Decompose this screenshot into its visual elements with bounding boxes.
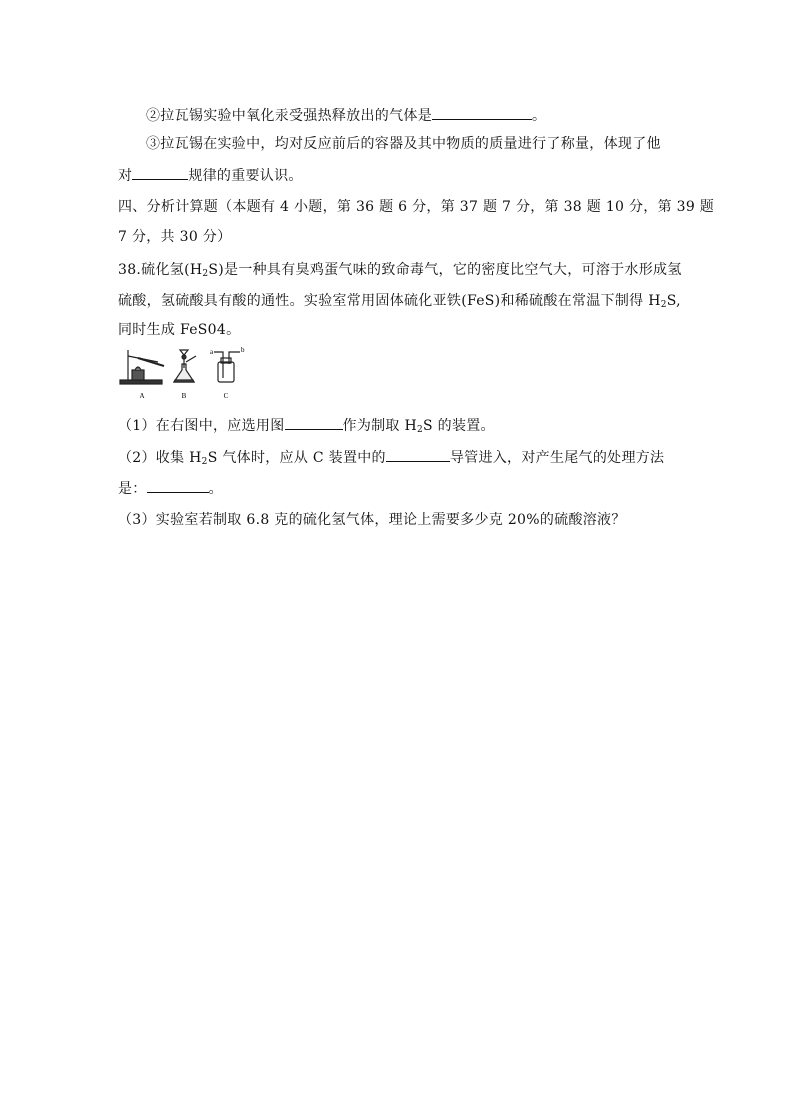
question-3-line1: ③拉瓦锡在实验中，均对反应前后的容器及其中物质的质量进行了称量，体现了他 [146,136,661,152]
q38-part2: （2）收集 $H_2S$ 气体时，应从 C 装置中的 导管进入，对产生尾气的处理方法 [118,447,664,467]
label-c: C [223,392,229,400]
question-3-line2: 对 规律的重要认识。 [118,165,303,185]
q38-line3: 同时生成 FeS04。 [118,322,241,338]
answer-blank-part2-tube[interactable] [386,447,450,462]
answer-blank-q3[interactable] [132,165,188,180]
section-4-heading-line2: 7 分，共 30 分） [118,229,232,245]
tube-label-a: a [210,348,214,356]
apparatus-c [214,352,240,382]
label-b: B [181,392,187,400]
section-4-heading: 四、分析计算题（本题有 4 小题，第 36 题 6 分，第 37 题 7 分，第 38 题 10 分，第 39 题 [118,199,715,215]
question-2: ②拉瓦锡实验中氧化汞受强热释放出的气体是 。 [146,105,546,125]
apparatus-b [174,350,196,382]
q38-part2-line2: 是： 。 [118,478,223,498]
answer-blank-part2-method[interactable] [147,478,209,493]
q38-part3: （3）实验室若制取 6.8 克的硫化氢气体，理论上需要多少克 20%的硫酸溶液？ [118,512,626,528]
q2-text: ②拉瓦锡实验中氧化汞受强热释放出的气体是 [146,108,432,124]
apparatus-figure [118,346,246,402]
label-a: A [139,392,145,400]
q38-part1: （1）在右图中，应选用图 作为制取 $H_2S$ 的装置。 [118,415,495,435]
q38-line2: 硫酸，氢硫酸具有酸的通性。实验室常用固体硫化亚铁(FeS)和稀硫酸在常温下制得 $H_2S$, [118,293,681,310]
q38-line1: 38.硫化氢$(H_2S)$是一种具有臭鸡蛋气味的致命毒气，它的密度比空气大，可溶于水形成氢 [118,262,682,279]
answer-blank-q2[interactable] [432,105,532,120]
answer-blank-part1[interactable] [285,415,343,430]
apparatus-a [120,350,164,384]
tube-label-b: b [241,346,245,354]
